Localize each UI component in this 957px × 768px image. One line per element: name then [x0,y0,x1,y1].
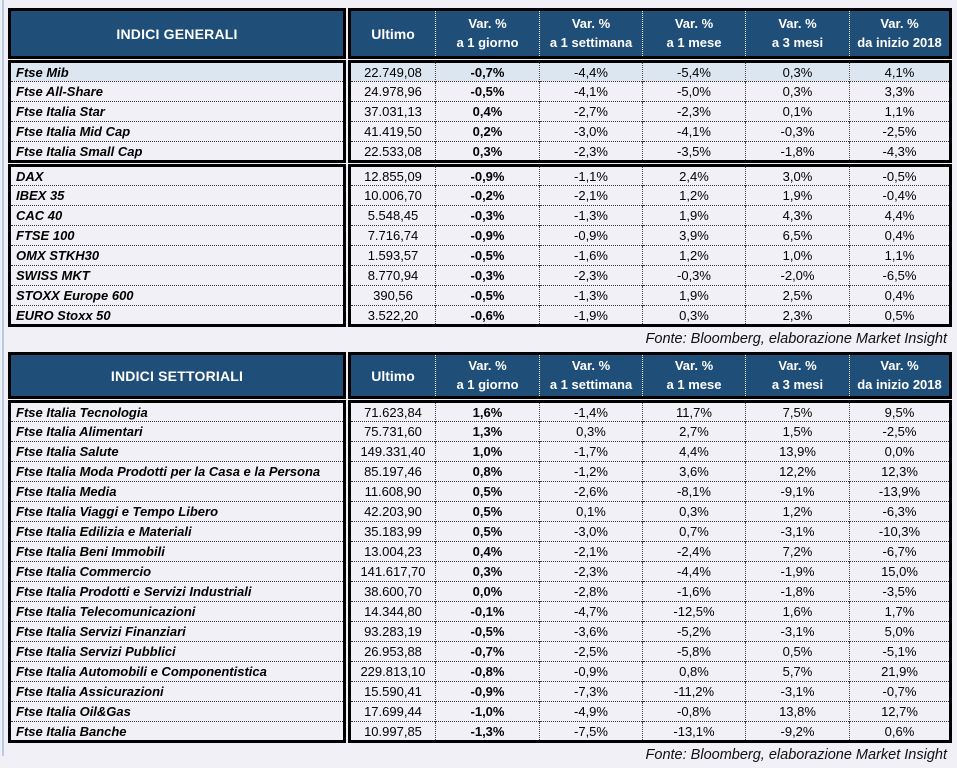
var-cell: -11,2% [643,682,746,702]
var-cell: -0,8% [436,662,540,682]
var-cell: -10,3% [850,522,951,542]
var-cell: -1,0% [436,702,540,722]
var-cell: -0,5% [436,246,540,266]
var-cell: -0,7% [436,62,540,82]
var-cell: -4,4% [643,562,746,582]
var-cell: -1,3% [540,206,643,226]
var-cell: -1,1% [540,166,643,186]
index-name-cell: Ftse Italia Moda Prodotti per la Casa e la Persona [10,462,345,482]
var-cell: 4,3% [746,206,850,226]
header-row [10,10,951,58]
var-cell: 12,7% [850,702,951,722]
var-cell: -2,3% [643,102,746,122]
table-row [10,602,951,622]
index-name-cell: SWISS MKT [10,266,345,286]
ultimo-cell: 13.004,23 [350,542,436,562]
var-cell: 1,2% [643,246,746,266]
var-cell: 1,2% [643,186,746,206]
ultimo-cell: 11.608,90 [350,482,436,502]
var-cell: -0,4% [850,186,951,206]
table-row [10,682,951,702]
var-cell: -0,3% [436,206,540,226]
var-cell: 1,9% [643,206,746,226]
index-name-cell: Ftse Mib [10,62,345,82]
index-name-cell: Ftse Italia Prodotti e Servizi Industriali [10,582,345,602]
index-name-cell: Ftse Italia Servizi Pubblici [10,642,345,662]
table-row [10,102,951,122]
var-cell: -1,7% [540,442,643,462]
var-cell: -3,0% [540,522,643,542]
column-header-ultimo: Ultimo [350,10,436,58]
var-cell: -4,4% [540,62,643,82]
table-row [10,662,951,682]
var-cell: -6,5% [850,266,951,286]
var-cell: -3,1% [746,622,850,642]
var-cell: 12,3% [850,462,951,482]
ultimo-cell: 22.533,08 [350,142,436,162]
var-cell: 0,5% [746,642,850,662]
column-header-var-3-mesi [746,354,850,398]
index-name-cell: Ftse Italia Oil&Gas [10,702,345,722]
var-label: Var. % [468,357,507,373]
var-label: Var. % [880,15,919,31]
table-body [10,402,951,742]
index-name-cell: Ftse Italia Small Cap [10,142,345,162]
var-cell: -3,1% [746,682,850,702]
var-cell: -0,9% [436,166,540,186]
index-name-cell: CAC 40 [10,206,345,226]
table-row [10,542,951,562]
var-cell: -1,2% [540,462,643,482]
column-header-var-1-settimana [540,354,643,398]
var-cell: 21,9% [850,662,951,682]
var-label: Var. % [468,15,507,31]
var-cell: 1,3% [436,422,540,442]
index-name-cell: DAX [10,166,345,186]
var-cell: -4,3% [850,142,951,162]
var-cell: -0,9% [436,226,540,246]
var-cell: 0,5% [436,522,540,542]
indici-generali-table [8,8,952,327]
table-row [10,522,951,542]
var-cell: 1,9% [643,286,746,306]
var-cell: -2,4% [643,542,746,562]
period-label: a 1 mese [666,34,722,50]
column-header-var-1-giorno [436,10,540,58]
var-cell: -1,9% [540,306,643,326]
ultimo-cell: 38.600,70 [350,582,436,602]
ultimo-cell: 5.548,45 [350,206,436,226]
ultimo-cell: 22.749,08 [350,62,436,82]
var-cell: 3,6% [643,462,746,482]
var-cell: -0,3% [746,122,850,142]
var-cell: -5,0% [643,82,746,102]
column-header-var-inizio-2018 [850,10,951,58]
source-note: Fonte: Bloomberg, elaborazione Market Insight [645,331,947,347]
var-cell: -0,9% [540,226,643,246]
ultimo-cell: 229.813,10 [350,662,436,682]
var-cell: 1,6% [746,602,850,622]
var-cell: 0,4% [436,542,540,562]
var-cell: 0,0% [850,442,951,462]
index-name-cell: OMX STKH30 [10,246,345,266]
index-name-cell: Ftse Italia Salute [10,442,345,462]
var-cell: -1,6% [643,582,746,602]
var-cell: 11,7% [643,402,746,422]
column-header-var-1-giorno [436,354,540,398]
var-cell: 0,2% [436,122,540,142]
var-cell: -0,3% [436,266,540,286]
table-row [10,186,951,206]
var-cell: 12,2% [746,462,850,482]
var-cell: 0,4% [850,226,951,246]
index-name-cell: Ftse Italia Tecnologia [10,402,345,422]
var-cell: -0,9% [540,662,643,682]
var-cell: -1,6% [540,246,643,266]
var-label: Var. % [674,357,714,373]
var-cell: 1,9% [746,186,850,206]
var-cell: -0,8% [643,702,746,722]
index-name-cell: Ftse Italia Assicurazioni [10,682,345,702]
index-name-cell: Ftse Italia Telecomunicazioni [10,602,345,622]
var-cell: 0,7% [643,522,746,542]
var-cell: -2,5% [540,642,643,662]
ultimo-cell: 17.699,44 [350,702,436,722]
table-body [10,166,951,326]
var-cell: -13,9% [850,482,951,502]
window-edge-line [2,0,4,756]
index-name-cell: Ftse Italia Servizi Finanziari [10,622,345,642]
var-label: Var. % [571,357,611,373]
var-cell: 2,3% [746,306,850,326]
table-row [10,642,951,662]
var-cell: -2,5% [850,422,951,442]
var-cell: 5,7% [746,662,850,682]
var-cell: 0,1% [540,502,643,522]
period-label: a 1 settimana [549,376,633,392]
period-label: da inizio 2018 [857,376,942,392]
index-name-cell: Ftse Italia Alimentari [10,422,345,442]
table-row [10,562,951,582]
var-cell: 0,3% [746,82,850,102]
var-cell: -6,7% [850,542,951,562]
var-cell: 0,8% [643,662,746,682]
var-cell: 1,6% [436,402,540,422]
var-cell: 0,4% [850,286,951,306]
ultimo-cell: 15.590,41 [350,682,436,702]
var-cell: 1,1% [850,246,951,266]
var-cell: -2,1% [540,542,643,562]
table-row [10,82,951,102]
ultimo-cell: 26.953,88 [350,642,436,662]
ultimo-cell: 149.331,40 [350,442,436,462]
var-cell: -1,9% [746,562,850,582]
table-row [10,142,951,162]
index-name-cell: STOXX Europe 600 [10,286,345,306]
var-cell: 0,3% [436,562,540,582]
var-cell: 0,5% [436,482,540,502]
table-header [10,10,951,58]
var-cell: -0,7% [850,682,951,702]
var-cell: 0,1% [746,102,850,122]
index-name-cell: EURO Stoxx 50 [10,306,345,326]
var-cell: -6,3% [850,502,951,522]
var-cell: 4,4% [850,206,951,226]
var-cell: 0,0% [436,582,540,602]
column-header-var-1-mese [643,10,746,58]
var-cell: -5,2% [643,622,746,642]
table-body [10,62,951,162]
var-cell: 0,8% [436,462,540,482]
var-cell: -0,5% [850,166,951,186]
var-cell: -9,2% [746,722,850,742]
indici-settoriali-table [8,352,952,743]
var-cell: 1,5% [746,422,850,442]
index-name-cell: Ftse All-Share [10,82,345,102]
ultimo-cell: 85.197,46 [350,462,436,482]
index-name-cell: Ftse Italia Banche [10,722,345,742]
ultimo-cell: 42.203,90 [350,502,436,522]
var-cell: 1,1% [850,102,951,122]
table-title: INDICI GENERALI [10,10,345,58]
ultimo-cell: 141.617,70 [350,562,436,582]
header-row [10,354,951,398]
ultimo-cell: 14.344,80 [350,602,436,622]
var-cell: -2,6% [540,482,643,502]
var-cell: -7,5% [540,722,643,742]
var-label: Var. % [778,357,817,373]
var-cell: -1,3% [540,286,643,306]
var-cell: -1,3% [436,722,540,742]
var-cell: -3,1% [746,522,850,542]
var-cell: -1,8% [746,142,850,162]
ultimo-cell: 12.855,09 [350,166,436,186]
ultimo-cell: 1.593,57 [350,246,436,266]
var-cell: -2,0% [746,266,850,286]
var-cell: 7,2% [746,542,850,562]
var-cell: -0,7% [436,642,540,662]
var-cell: -2,1% [540,186,643,206]
var-cell: -0,1% [436,602,540,622]
table-header [10,354,951,398]
table-row [10,422,951,442]
var-cell: -4,7% [540,602,643,622]
var-cell: -2,3% [540,142,643,162]
var-cell: -2,8% [540,582,643,602]
var-cell: -7,3% [540,682,643,702]
table-row [10,702,951,722]
var-cell: -13,1% [643,722,746,742]
ultimo-cell: 71.623,84 [350,402,436,422]
table-row [10,286,951,306]
var-cell: -2,7% [540,102,643,122]
var-cell: -3,5% [850,582,951,602]
var-cell: 0,4% [436,102,540,122]
column-header-var-inizio-2018 [850,354,951,398]
index-name-cell: Ftse Italia Star [10,102,345,122]
index-name-cell: Ftse Italia Beni Immobili [10,542,345,562]
var-cell: 1,7% [850,602,951,622]
var-cell: 0,6% [850,722,951,742]
index-name-cell: IBEX 35 [10,186,345,206]
index-name-cell: Ftse Italia Commercio [10,562,345,582]
var-label: Var. % [571,15,611,31]
column-header-var-1-mese [643,354,746,398]
period-label: a 1 giorno [456,376,519,392]
var-cell: 0,3% [746,62,850,82]
var-cell: 7,5% [746,402,850,422]
var-cell: 2,7% [643,422,746,442]
var-cell: 13,8% [746,702,850,722]
var-cell: -5,1% [850,642,951,662]
var-cell: -4,9% [540,702,643,722]
column-header-var-3-mesi [746,10,850,58]
var-cell: -1,4% [540,402,643,422]
var-cell: -5,4% [643,62,746,82]
var-cell: -3,6% [540,622,643,642]
index-name-cell: Ftse Italia Mid Cap [10,122,345,142]
table-row [10,206,951,226]
var-cell: 3,9% [643,226,746,246]
var-cell: -0,5% [436,82,540,102]
table-row [10,722,951,742]
var-label: Var. % [778,15,817,31]
index-name-cell: Ftse Italia Media [10,482,345,502]
var-cell: 4,1% [850,62,951,82]
var-cell: 1,0% [746,246,850,266]
var-cell: 1,0% [436,442,540,462]
period-label: a 1 giorno [456,34,519,50]
ultimo-cell: 93.283,19 [350,622,436,642]
var-cell: -4,1% [643,122,746,142]
table-row [10,306,951,326]
index-name-cell: Ftse Italia Viaggi e Tempo Libero [10,502,345,522]
var-cell: -0,9% [436,682,540,702]
table-row [10,122,951,142]
var-cell: -5,8% [643,642,746,662]
var-cell: -9,1% [746,482,850,502]
var-cell: 4,4% [643,442,746,462]
var-cell: 0,3% [643,502,746,522]
ultimo-cell: 35.183,99 [350,522,436,542]
index-name-cell: Ftse Italia Edilizia e Materiali [10,522,345,542]
table-row [10,62,951,82]
ultimo-cell: 75.731,60 [350,422,436,442]
table-row [10,462,951,482]
ultimo-cell: 7.716,74 [350,226,436,246]
var-cell: -3,0% [540,122,643,142]
table-row [10,582,951,602]
period-label: a 3 mesi [771,376,824,392]
var-cell: 1,2% [746,502,850,522]
index-name-cell: FTSE 100 [10,226,345,246]
var-cell: -2,5% [850,122,951,142]
ultimo-cell: 390,56 [350,286,436,306]
var-cell: -0,5% [436,622,540,642]
var-cell: 9,5% [850,402,951,422]
ultimo-cell: 10.006,70 [350,186,436,206]
var-cell: 3,0% [746,166,850,186]
var-label: Var. % [880,357,919,373]
index-name-cell: Ftse Italia Automobili e Componentistica [10,662,345,682]
column-header-ultimo: Ultimo [350,354,436,398]
period-label: da inizio 2018 [857,34,942,50]
column-header-var-1-settimana [540,10,643,58]
var-cell: 3,3% [850,82,951,102]
table-row [10,166,951,186]
var-cell: -3,5% [643,142,746,162]
var-cell: -4,1% [540,82,643,102]
var-cell: 5,0% [850,622,951,642]
var-cell: 0,5% [850,306,951,326]
var-cell: -0,5% [436,286,540,306]
ultimo-cell: 41.419,50 [350,122,436,142]
var-cell: -2,3% [540,562,643,582]
var-cell: 0,3% [540,422,643,442]
var-cell: -0,3% [643,266,746,286]
var-cell: -0,2% [436,186,540,206]
var-cell: -1,8% [746,582,850,602]
var-cell: -2,3% [540,266,643,286]
period-label: a 1 mese [666,376,722,392]
var-cell: -12,5% [643,602,746,622]
var-cell: 2,5% [746,286,850,306]
var-cell: 0,5% [436,502,540,522]
source-note: Fonte: Bloomberg, elaborazione Market Insight [645,747,947,763]
table-row [10,502,951,522]
ultimo-cell: 37.031,13 [350,102,436,122]
var-cell: -0,6% [436,306,540,326]
var-cell: 0,3% [643,306,746,326]
ultimo-cell: 3.522,20 [350,306,436,326]
ultimo-cell: 10.997,85 [350,722,436,742]
var-cell: 0,3% [436,142,540,162]
var-cell: -8,1% [643,482,746,502]
table-row [10,266,951,286]
table-row [10,226,951,246]
var-cell: 6,5% [746,226,850,246]
var-label: Var. % [674,15,714,31]
table-row [10,402,951,422]
period-label: a 3 mesi [771,34,824,50]
var-cell: 15,0% [850,562,951,582]
var-cell: 2,4% [643,166,746,186]
table-row [10,622,951,642]
ultimo-cell: 24.978,96 [350,82,436,102]
table-row [10,442,951,462]
table-row [10,246,951,266]
report-page [8,8,949,768]
ultimo-cell: 8.770,94 [350,266,436,286]
var-cell: 13,9% [746,442,850,462]
table-row [10,482,951,502]
period-label: a 1 settimana [549,34,633,50]
table-title: INDICI SETTORIALI [10,354,345,398]
